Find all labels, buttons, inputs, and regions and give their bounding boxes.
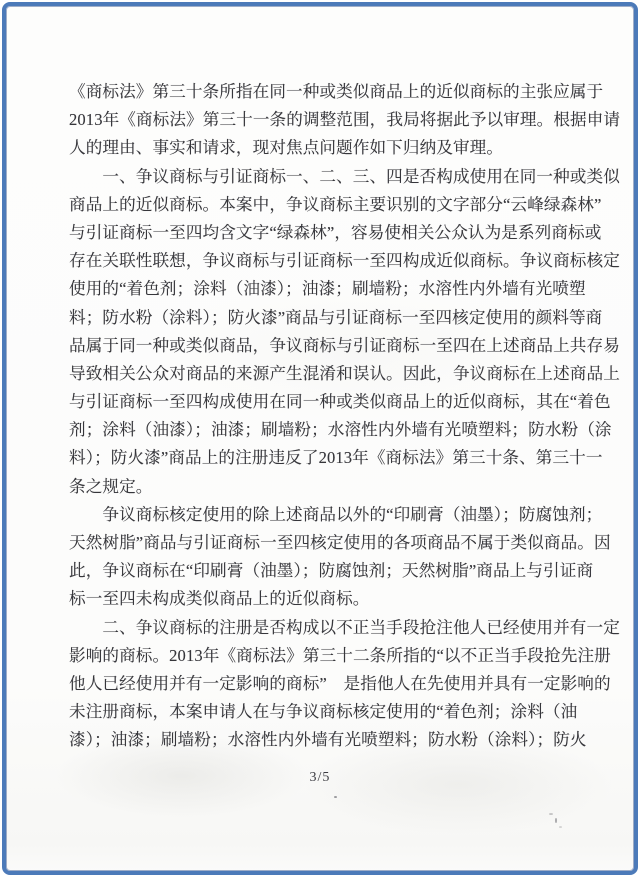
text-line: 此，争议商标在“印刷膏（油墨）；防腐蚀剂；天然树脂”商品上与引证商 — [69, 561, 594, 581]
text-line: 导致相关公众对商品的来源产生混淆和误认。因此，争议商标在上述商品上 — [69, 363, 620, 383]
text-line: 未注册商标，本案申请人在与争议商标核定使用的“着色剂；涂料（油 — [69, 702, 578, 722]
text-line: 2013年《商标法》第三十一条的调整范围，我局将据此予以审理。根据申请 — [69, 110, 621, 130]
text-line: 标一至四未构成类似商品上的近似商标。 — [69, 589, 370, 609]
text-line: 漆）；油漆；刷墙粉；水溶性内外墙有光喷塑料；防水粉（涂料）；防火 — [69, 730, 587, 750]
text-line: 料）；防火漆”商品上的注册违反了2013年《商标法》第三十条、第三十一 — [69, 448, 603, 468]
text-line: 二、争议商标的注册是否构成以不正当手段抢注他人已经使用并有一定 — [69, 617, 620, 637]
text-line: 存在关联性联想，争议商标与引证商标一至四构成近似商标。争议商标核定 — [69, 251, 620, 271]
text-line: 条之规定。 — [69, 476, 153, 496]
text-line: 与引证商标一至四构成使用在同一种或类似商品上的近似商标，其在“着色 — [69, 392, 611, 412]
scan-speck — [549, 813, 553, 815]
text-line: 使用的“着色剂；涂料（油漆）；油漆；刷墙粉；水溶性内外墙有光喷塑 — [69, 279, 586, 299]
document-page — [2, 2, 638, 875]
scan-speck — [555, 818, 557, 823]
page-number: 3/5 — [309, 770, 331, 785]
text-line: 影响的商标。2013年《商标法》第三十二条所指的“以不正当手段抢先注册 — [69, 645, 611, 665]
text-line: 一、争议商标与引证商标一、二、三、四是否构成使用在同一种或类似 — [69, 166, 620, 186]
scan-speck — [334, 796, 337, 798]
text-line: 与引证商标一至四均含文字“绿森林”，容易使相关公众认为是系列商标或 — [69, 222, 602, 242]
scan-speck — [559, 826, 562, 828]
text-line: 天然树脂”商品与引证商标一至四核定使用的各项商品不属于类似商品。因 — [69, 533, 611, 552]
text-line: 人的理由、事实和请求，现对焦点问题作如下归纳及审理。 — [69, 138, 504, 158]
text-line: 商品上的近似商标。本案中，争议商标主要识别的文字部分“云峰绿森林” — [69, 194, 602, 214]
document-body-text — [69, 78, 621, 755]
text-line: 《商标法》第三十条所指在同一种或类似商品上的近似商标的主张应属于 — [69, 82, 604, 101]
text-line: 料；防水粉（涂料）；防火漆”商品与引证商标一至四核定使用的颜料等商 — [69, 307, 603, 327]
text-line: 争议商标核定使用的除上述商品以外的“印刷膏（油墨）；防腐蚀剂； — [69, 504, 603, 524]
text-line: 品属于同一种或类似商品，争议商标与引证商标一至四在上述商品上共存易 — [69, 335, 620, 355]
text-line: 剂；涂料（油漆）；油漆；刷墙粉；水溶性内外墙有光喷塑料；防水粉（涂 — [69, 420, 612, 440]
text-line: 他人已经使用并有一定影响的商标” 是指他人在先使用并具有一定影响的 — [69, 673, 611, 693]
